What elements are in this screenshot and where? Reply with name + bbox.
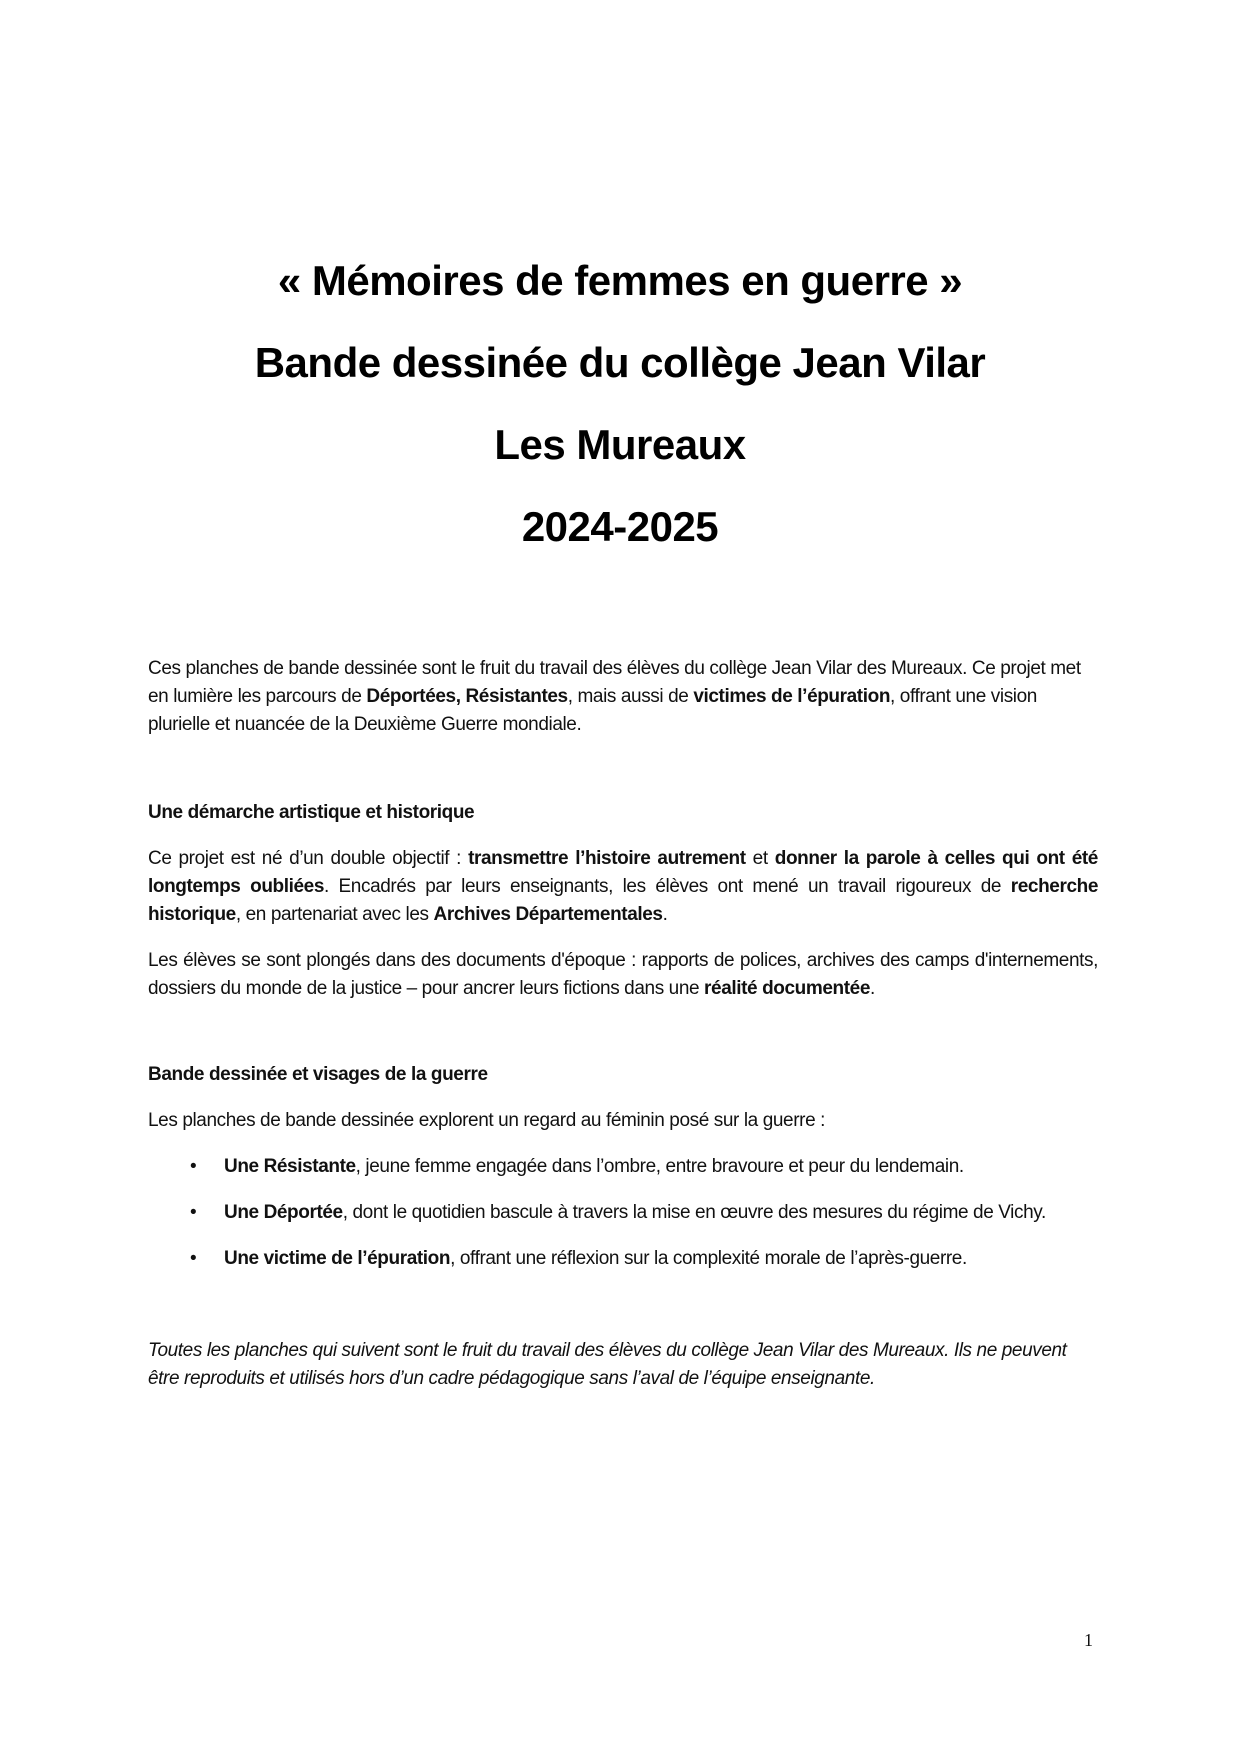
title-line-1: « Mémoires de femmes en guerre » xyxy=(277,257,963,304)
text-run: , en partenariat avec les xyxy=(235,904,434,925)
spacer xyxy=(148,1273,1098,1337)
bold-run: recherche historique xyxy=(148,876,1099,925)
bullet-icon: • xyxy=(190,1202,197,1223)
title-line-3: Les Mureaux xyxy=(494,421,746,468)
text-run: , offrant une réflexion sur la complexité morale de l’après-guerre. xyxy=(450,1248,967,1269)
spacer xyxy=(148,1089,1098,1107)
bold-run: donner la parole à celles qui ont été longtemps oubliées xyxy=(148,848,1098,897)
bold-run: Une Déportée xyxy=(224,1202,343,1223)
bold-run: Une victime de l’épuration xyxy=(224,1248,451,1269)
title-line-2: Bande dessinée du collège Jean Vilar xyxy=(254,339,986,386)
document-body xyxy=(148,655,1098,1393)
text-run: et xyxy=(745,848,775,869)
bullet-icon: • xyxy=(190,1156,197,1177)
intro-paragraph xyxy=(148,655,1098,739)
bullet-icon: • xyxy=(190,1248,197,1269)
spacer xyxy=(148,1003,1098,1061)
bold-run: transmettre l’histoire autrement xyxy=(468,848,746,869)
text-run: , dont le quotidien bascule à travers la mise en œuvre des mesures du régime de Vichy. xyxy=(342,1202,1046,1223)
spacer xyxy=(148,739,1098,799)
text-run: , mais aussi de xyxy=(567,686,694,707)
disclaimer: Toutes les planches qui suivent sont le fruit du travail des élèves du collège Jean Vilar des Mureaux. Ils ne peuvent être reproduits et utilisés hors d’un cadre pédagogique sans l’aval de l’équipe enseignante. xyxy=(148,1340,1067,1389)
bold-run: victimes de l’épuration xyxy=(693,686,891,707)
text-run: Les élèves se sont plongés dans des documents d'époque : rapports de polices, archives des camps d'internements, dossiers du monde de la justice – pour ancrer leurs fictions dans une xyxy=(148,950,1098,999)
bold-run: Archives Départementales xyxy=(433,904,663,925)
text-run: . xyxy=(870,978,875,999)
list-item xyxy=(148,1199,1098,1227)
section-heading-bande-dessinee: Bande dessinée et visages de la guerre xyxy=(148,1064,488,1085)
bold-run: Une Résistante xyxy=(224,1156,356,1177)
spacer xyxy=(148,827,1098,845)
text-run: Ce projet est né d’un double objectif : xyxy=(148,848,469,869)
title-line-4: 2024-2025 xyxy=(521,503,719,550)
section1-paragraph-1 xyxy=(148,845,1098,929)
page-number: 1 xyxy=(1084,1630,1093,1650)
text-run: Ces planches de bande dessinée sont le fruit du travail des élèves du collège Jean Vilar des Mureaux. Ce projet met en lumière les parcours de xyxy=(148,658,1081,707)
document-title xyxy=(0,240,1240,568)
text-run: . xyxy=(662,904,668,925)
bold-run: Déportées, Résistantes xyxy=(366,686,568,707)
section1-paragraph-2 xyxy=(148,947,1098,1003)
portrait-list xyxy=(148,1153,1098,1273)
bold-run: réalité documentée xyxy=(704,978,871,999)
text-run: , jeune femme engagée dans l’ombre, entre bravoure et peur du lendemain. xyxy=(355,1156,964,1177)
spacer xyxy=(148,929,1098,947)
text-run: , offrant une vision plurielle et nuancée de la Deuxième Guerre mondiale. xyxy=(148,686,1037,735)
list-item xyxy=(148,1245,1098,1273)
section-heading-demarche: Une démarche artistique et historique xyxy=(148,802,475,823)
section2-intro: Les planches de bande dessinée explorent un regard au féminin posé sur la guerre : xyxy=(148,1110,826,1131)
list-item xyxy=(148,1153,1098,1181)
text-run: . Encadrés par leurs enseignants, les élèves ont mené un travail rigoureux de xyxy=(324,876,1011,897)
